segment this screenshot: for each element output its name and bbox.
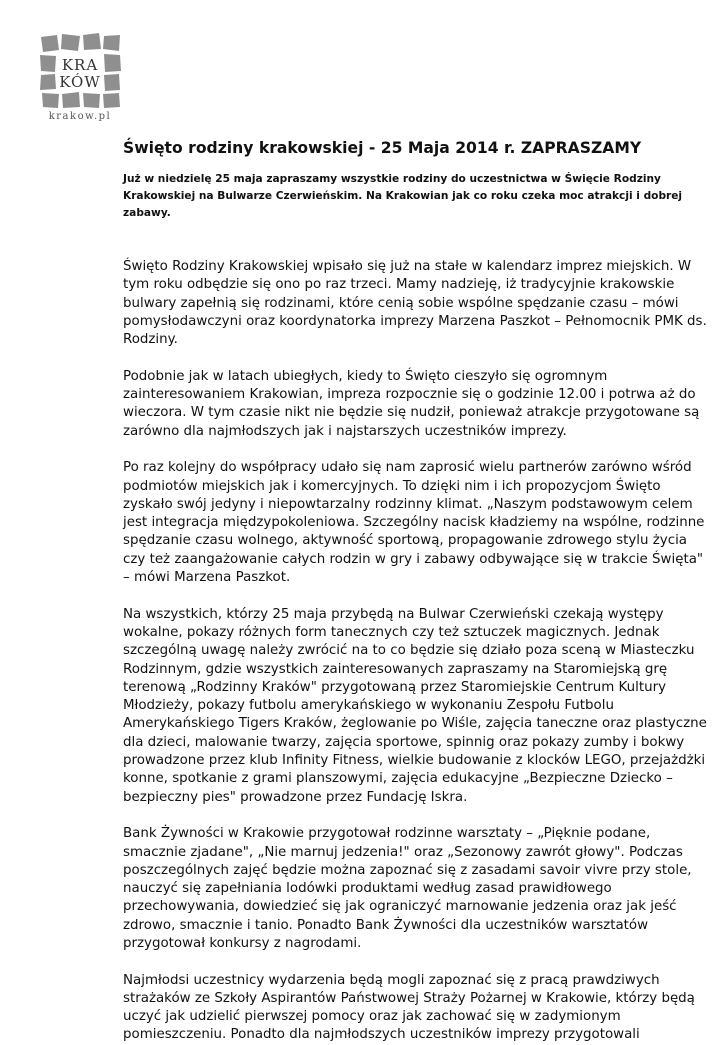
logo-wordmark-line2: KÓW — [59, 73, 101, 91]
article — [123, 137, 705, 1045]
logo-wordmark-line1: KRA — [61, 56, 99, 74]
article-paragraph-5: Bank Żywności w Krakowie przygotował rodzinne warsztaty – „Pięknie podane, smacznie zjadane", „Nie marnuj jedzenia!" oraz „Sezonowy zawrót głowy". Podczas poszczególnych zajęć będzie można zapoznać się z zasadami savoir vivre przy stole, nauczyć się zapełniania lodówki produktami według zasad prawidłowego przechowywania, dowiedzieć się jak ograniczyć marnowanie jedzenia oraz jak jeść zdrowo, smacznie i tanio. Ponadto Bank Żywności dla uczestników warsztatów przygotował konkursy z nagrodami. — [123, 826, 692, 951]
krakow-logo — [38, 31, 122, 125]
article-paragraph-6: Najmłodsi uczestnicy wydarzenia będą mogli zapoznać się z pracą prawdziwych strażaków ze Szkoły Aspirantów Państwowej Straży Pożarnej w Krakowie, którzy będą uczyć jak udzielić pierwszej pomocy oraz jak zachować się w zadymionym pomieszczeniu. Ponadto dla najmłodszych uczestników imprezy przygotowali — [123, 972, 695, 1043]
article-lead: Już w niedzielę 25 maja zapraszamy wszystkie rodziny do uczestnictwa w Święcie Rodziny Krakowskiej na Bulwarze Czerwieńskim. Na Krakowian jak co roku czeka moc atrakcji i dobrej zabawy. — [123, 173, 683, 219]
article-paragraph-3: Po raz kolejny do współpracy udało się nam zaprosić wielu partnerów zarówno wśród podmiotów miejskich jak i komercyjnych. To dzięki nim i ich propozycjom Święto zyskało swój jedyny i niepowtarzalny rodzinny klimat. „Naszym podstawowym celem jest integracja międzypokoleniowa. Szczególny nacisk kładziemy na wspólne, rodzinne spędzanie czasu wolnego, aktywność sportową, propagowanie zdrowego stylu życia czy też zaangażowanie całych rodzin w gry i zabawy odbywające się w trakcie Święta" – mówi Marzena Paszkot. — [123, 460, 705, 586]
logo-caption: krakow.pl — [48, 111, 112, 122]
article-paragraph-2: Podobnie jak w latach ubiegłych, kiedy to Święto cieszyło się ogromnym zainteresowaniem Krakowian, impreza rozpocznie się o godzinie 12.00 i potrwa aż do wieczora. W tym czasie nikt nie będzie się nudził, ponieważ atrakcje przygotowane są zarówno dla najmłodszych jak i najstarszych uczestników imprezy. — [123, 368, 700, 439]
article-paragraph-1: Święto Rodziny Krakowskiej wpisało się już na stałe w kalendarz imprez miejskich. W tym roku odbędzie się ono po raz trzeci. Mamy nadzieję, iż tradycyjnie krakowskie bulwary zapełnią się rodzinami, które cenią sobie wspólne spędzanie czasu – mówi pomysłodawczyni oraz koordynatorka imprezy Marzena Paszkot – Pełnomocnik PMK ds. Rodziny. — [123, 259, 707, 348]
krakow-logo-mark — [38, 31, 122, 109]
article-paragraph-4: Na wszystkich, którzy 25 maja przybędą na Bulwar Czerwieński czekają występy wokalne, pokazy różnych form tanecznych czy też sztuczek magicznych. Jednak szczególną uwagę należy zwrócić na to co będzie się działo poza sceną w Miasteczku Rodzinnym, gdzie wszystkich zainteresowanych zapraszamy na Staromiejską grę terenową „Rodzinny Kraków" przygotowaną przez Staromiejskie Centrum Kultury Młodzieży, pokazy futbolu amerykańskiego w wykonaniu Zespołu Futbolu Amerykańskiego Tigers Kraków, żeglowanie po Wiśle, zajęcia taneczne oraz plastyczne dla dzieci, malowanie twarzy, zajęcia sportowe, spinnig oraz pokazy zumby i bokwy prowadzone przez klub Infinity Fitness, wielkie budowanie z klocków LEGO, przejażdżki konne, spotkanie z grami planszowymi, zajęcia edukacyjne „Bezpieczne Dziecko – bezpieczny pies" prowadzone przez Fundację Iskra. — [123, 606, 707, 805]
article-title: Święto rodziny krakowskiej - 25 Maja 2014 r. ZAPRASZAMY — [123, 139, 642, 157]
